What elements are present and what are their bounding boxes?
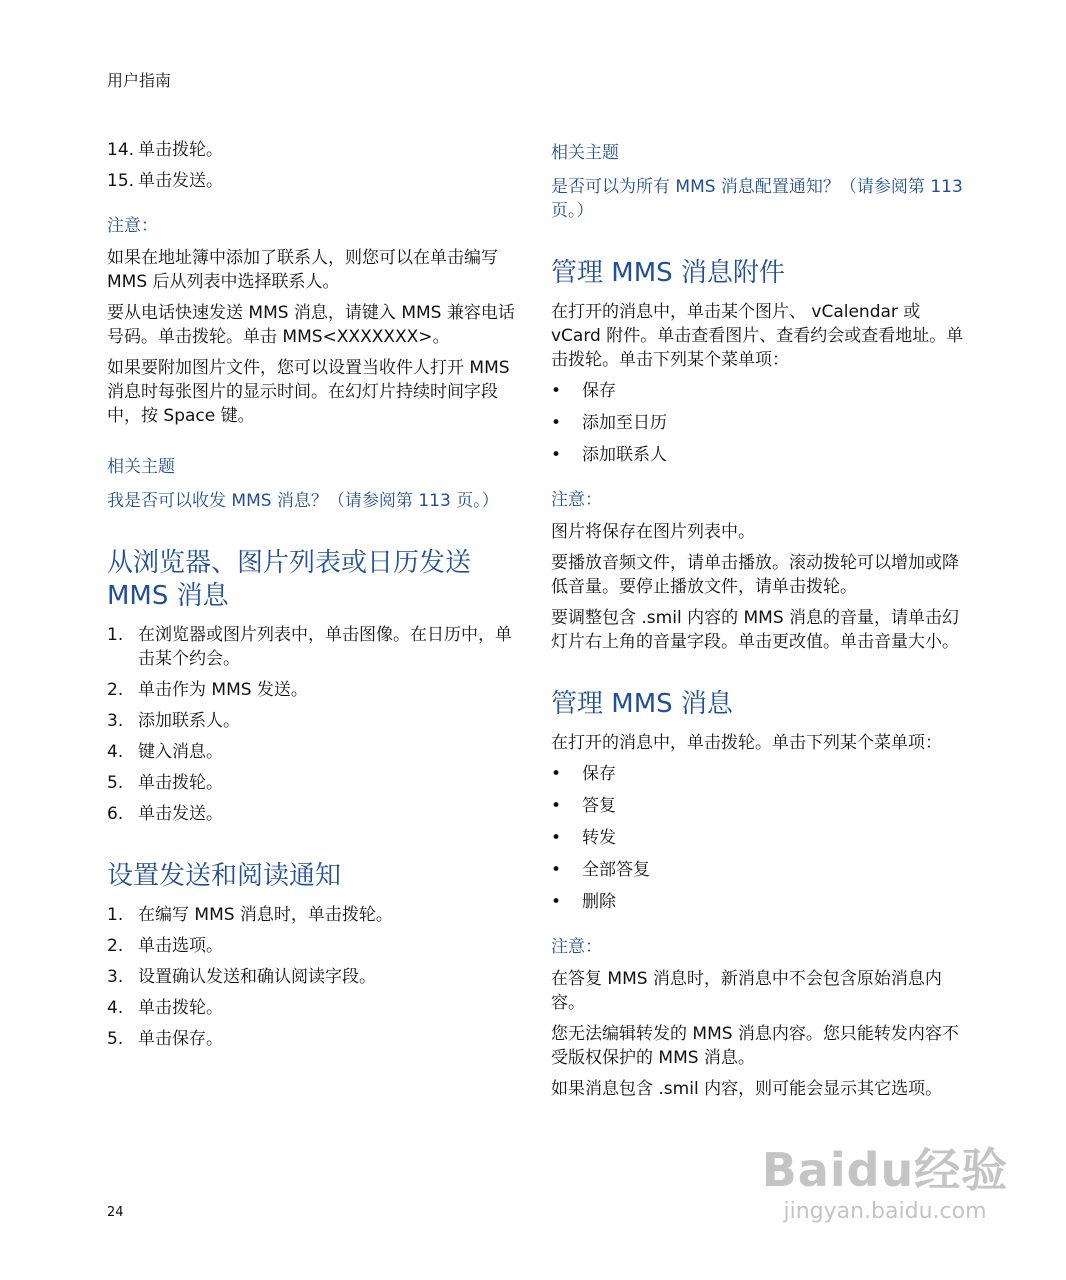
list-item: • 答复 bbox=[551, 796, 616, 816]
watermark bbox=[760, 1142, 1010, 1252]
left-column bbox=[107, 138, 527, 1058]
list-item: 5. 单击保存。 bbox=[107, 1029, 223, 1049]
list-item: • 保存 bbox=[551, 764, 616, 784]
watermark-url: jingyan.baidu.com bbox=[783, 1199, 987, 1224]
menu-items-list bbox=[551, 762, 971, 914]
page-header: 用户指南 bbox=[107, 71, 172, 90]
steps-top bbox=[107, 138, 527, 193]
bullet-icon: • bbox=[551, 764, 562, 784]
section-title: 管理 MMS 消息附件 bbox=[551, 258, 785, 288]
note-label: 注意： bbox=[551, 937, 602, 957]
note-paragraph: 如果消息包含 .smil 内容，则可能会显示其它选项。 bbox=[551, 1079, 943, 1099]
note-paragraph: 如果要附加图片文件，您可以设置当收件人打开 MMS 消息时每张图片的显示时间。在幻灯片持续时间字段中，按 Space 键。 bbox=[107, 358, 510, 426]
note-paragraph: 要从电话快速发送 MMS 消息，请键入 MMS 兼容电话号码。单击拨轮。单击 MMS<XXXXXXX>。 bbox=[107, 303, 515, 347]
bullet-icon: • bbox=[551, 828, 562, 848]
bullet-icon: • bbox=[551, 892, 562, 912]
section-steps bbox=[107, 903, 527, 1051]
section-steps bbox=[107, 623, 527, 826]
list-item: • 添加至日历 bbox=[551, 413, 667, 433]
note-paragraph: 图片将保存在图片列表中。 bbox=[551, 522, 755, 542]
list-item: • 保存 bbox=[551, 381, 616, 401]
note-paragraph: 如果在地址簿中添加了联系人，则您可以在单击编写 MMS 后从列表中选择联系人。 bbox=[107, 248, 498, 292]
list-item: • 转发 bbox=[551, 828, 616, 848]
list-item: 6. 单击发送。 bbox=[107, 804, 223, 824]
related-topics-label: 相关主题 bbox=[107, 457, 175, 477]
list-item: 1. 在编写 MMS 消息时，单击拨轮。 bbox=[107, 905, 393, 925]
related-topics-label: 相关主题 bbox=[551, 143, 619, 163]
related-topic-link[interactable]: 我是否可以收发 MMS 消息？（请参阅第 113 页。） bbox=[107, 491, 499, 511]
watermark-logo: Baidu经验 bbox=[761, 1143, 1009, 1197]
list-item: • 全部答复 bbox=[551, 860, 650, 880]
list-item: 4. 单击拨轮。 bbox=[107, 998, 223, 1018]
list-item: 3. 设置确认发送和确认阅读字段。 bbox=[107, 967, 376, 987]
bullet-icon: • bbox=[551, 445, 562, 465]
list-item: 3. 添加联系人。 bbox=[107, 711, 240, 731]
bullet-icon: • bbox=[551, 381, 562, 401]
note-paragraph: 要调整包含 .smil 内容的 MMS 消息的音量，请单击幻灯片右上角的音量字段。单击更改值。单击音量大小。 bbox=[551, 608, 960, 652]
note-label: 注意： bbox=[107, 216, 158, 236]
list-item: 15. 单击发送。 bbox=[107, 171, 223, 191]
list-item: • 删除 bbox=[551, 892, 616, 912]
list-item: 2. 单击作为 MMS 发送。 bbox=[107, 680, 308, 700]
list-item: 4. 键入消息。 bbox=[107, 742, 223, 762]
section-title: 设置发送和阅读通知 bbox=[107, 861, 342, 891]
bullet-icon: • bbox=[551, 860, 562, 880]
list-item: 5. 单击拨轮。 bbox=[107, 773, 223, 793]
bullet-icon: • bbox=[551, 796, 562, 816]
section-title: 从浏览器、图片列表或日历发送 MMS 消息 bbox=[107, 548, 472, 611]
bullet-icon: • bbox=[551, 413, 562, 433]
note-paragraph: 在答复 MMS 消息时，新消息中不会包含原始消息内容。 bbox=[551, 969, 942, 1013]
menu-items-list bbox=[551, 379, 971, 467]
page-number: 24 bbox=[107, 1205, 124, 1220]
section-intro: 在打开的消息中，单击某个图片、 vCalendar 或 vCard 附件。单击查看图片、查看约会或查看地址。单击拨轮。单击下列某个菜单项： bbox=[551, 302, 964, 370]
note-label: 注意： bbox=[551, 490, 602, 510]
related-topic-link[interactable]: 是否可以为所有 MMS 消息配置通知？（请参阅第 113 页。） bbox=[551, 177, 963, 221]
list-item: 2. 单击选项。 bbox=[107, 936, 223, 956]
right-column bbox=[551, 138, 971, 1108]
list-item: 1. 在浏览器或图片列表中，单击图像。在日历中，单击某个约会。 bbox=[107, 625, 512, 669]
section-title: 管理 MMS 消息 bbox=[551, 689, 733, 719]
section-intro: 在打开的消息中，单击拨轮。单击下列某个菜单项： bbox=[551, 733, 942, 753]
list-item: • 添加联系人 bbox=[551, 445, 667, 465]
note-paragraph: 要播放音频文件，请单击播放。滚动拨轮可以增加或降低音量。要停止播放文件，请单击拨轮。 bbox=[551, 553, 959, 597]
list-item: 14. 单击拨轮。 bbox=[107, 140, 223, 160]
note-paragraph: 您无法编辑转发的 MMS 消息内容。您只能转发内容不受版权保护的 MMS 消息。 bbox=[551, 1024, 959, 1068]
